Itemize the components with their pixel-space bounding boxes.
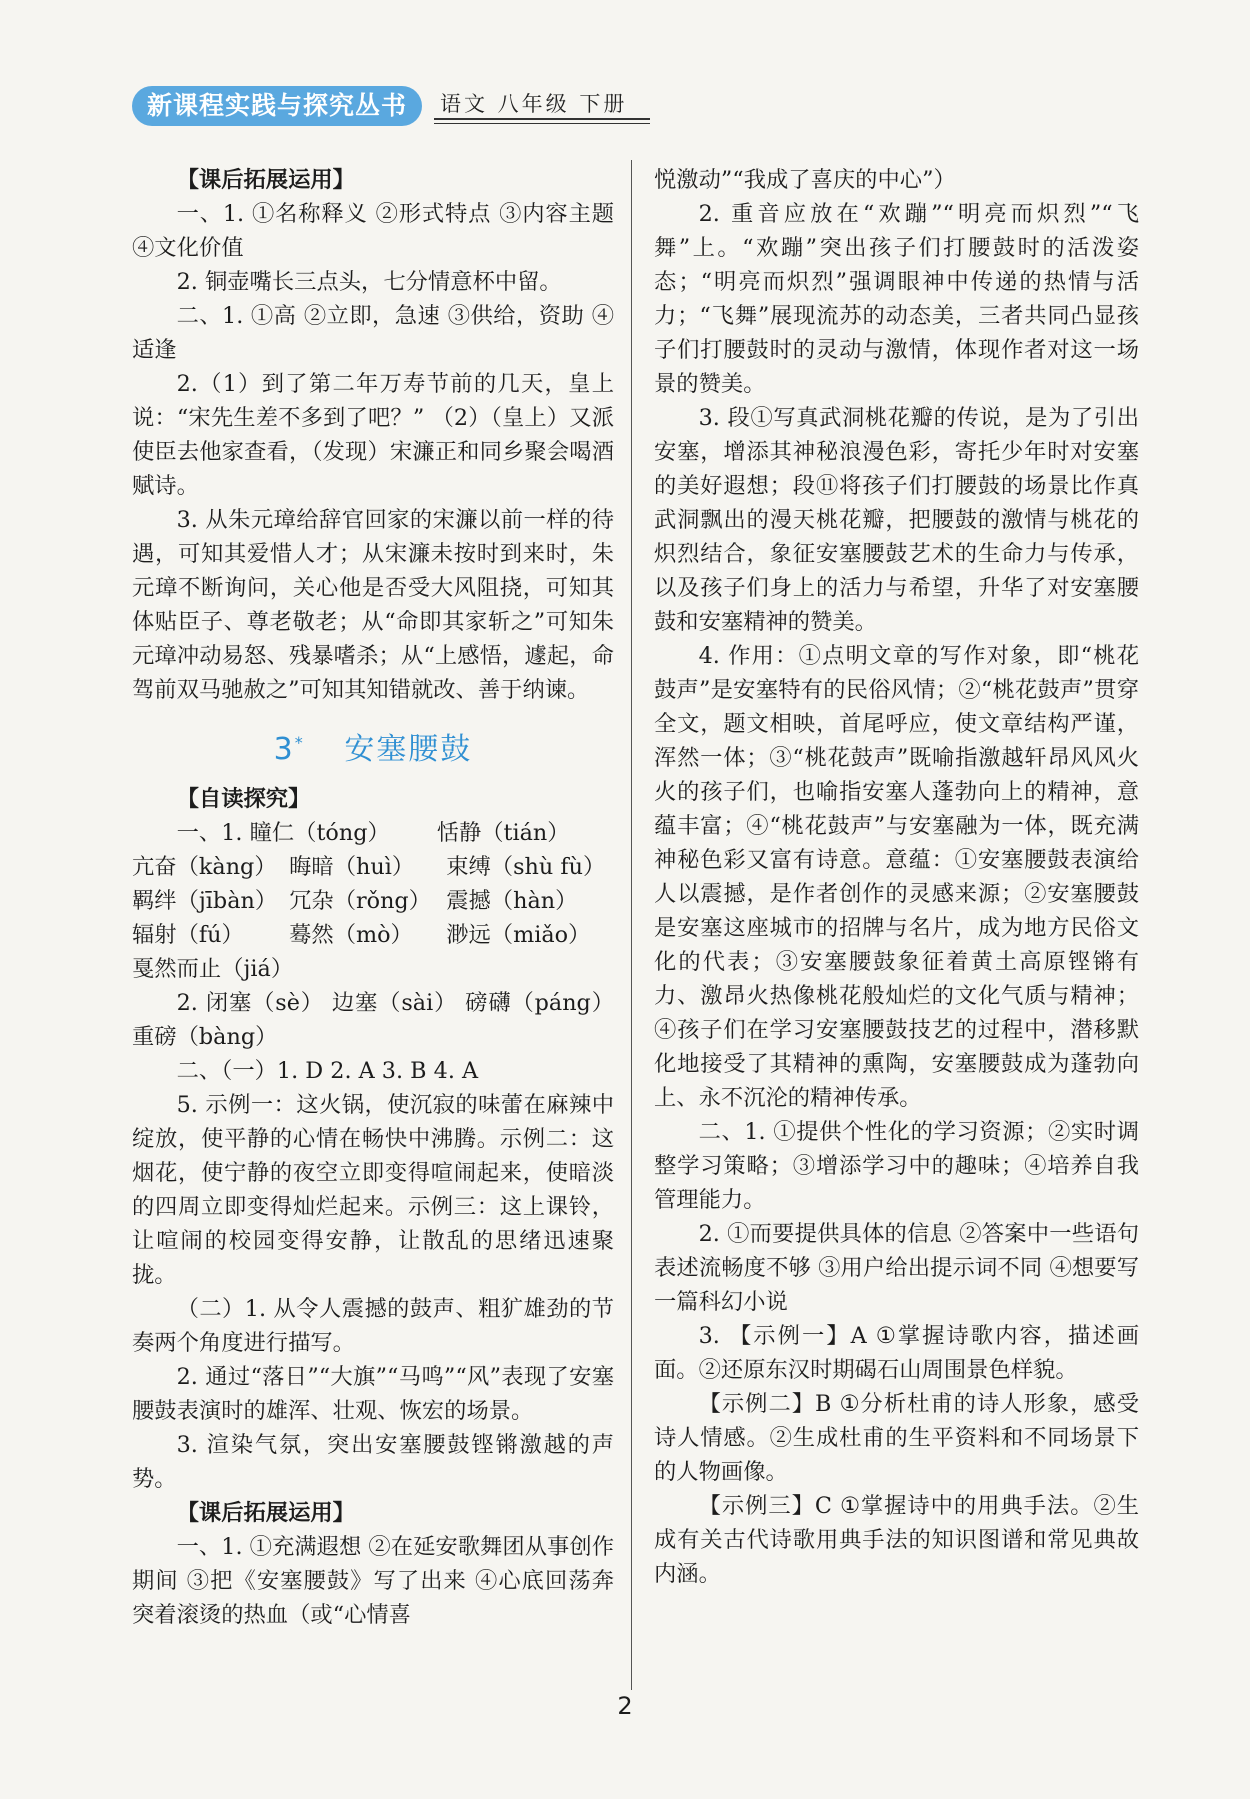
vocab-item: 蓦然（mò） bbox=[289, 922, 413, 948]
section-heading: 【课后拓展运用】 bbox=[176, 167, 355, 193]
column-divider bbox=[631, 160, 632, 1690]
header-rule bbox=[434, 118, 650, 120]
vocab-lead: 一、1. bbox=[176, 820, 243, 846]
vocab-row bbox=[132, 850, 614, 884]
answer-paragraph: 2. ①而要提供具体的信息 ②答案中一些语句表述流畅度不够 ③用户给出提示词不同 ④想要写一篇科幻小说 bbox=[654, 1221, 1139, 1315]
vocab-row bbox=[132, 952, 614, 986]
vocab-row bbox=[132, 918, 614, 952]
vocab-item: 羁绊（jībàn） bbox=[132, 888, 278, 914]
answer-paragraph: 一、1. ①充满遐想 ②在延安歌舞团从事创作期间 ③把《安塞腰鼓》写了出来 ④心底回荡奔突着滚烫的热血（或“心情喜 bbox=[132, 1534, 614, 1628]
vocab-item: 震撼（hàn） bbox=[446, 888, 578, 914]
answer-paragraph: 3. 【示例一】A ①掌握诗歌内容，描述画面。②还原东汉时期碣石山周围景色样貌。 bbox=[654, 1323, 1139, 1383]
vocab-item: 恬静（tián） bbox=[436, 820, 570, 846]
answer-paragraph: 3. 渲染气氛，突出安塞腰鼓铿锵激越的声势。 bbox=[132, 1432, 614, 1492]
answer-paragraph: 二、（一）1. D 2. A 3. B 4. A bbox=[176, 1058, 479, 1084]
answer-paragraph: 悦激动”“我成了喜庆的中心”） bbox=[654, 167, 956, 193]
vocab-item: 亢奋（kàng） bbox=[132, 854, 277, 880]
answer-paragraph: 一、1. ①名称释义 ②形式特点 ③内容主题 ④文化价值 bbox=[132, 201, 614, 261]
vocab-item: 束缚（shù fù） bbox=[446, 854, 606, 880]
lesson-title bbox=[132, 721, 614, 772]
vocab-item: 冗杂（rǒng） bbox=[289, 888, 431, 914]
vocab-item: 瞳仁（tóng） bbox=[249, 820, 390, 846]
header-rule-thin bbox=[434, 123, 650, 124]
page-number: 2 bbox=[617, 1692, 633, 1720]
series-title-banner: 新课程实践与探究丛书 bbox=[132, 86, 422, 126]
answer-paragraph: 3. 从朱元璋给辞官回家的宋濂以前一样的待遇，可知其爱惜人才；从宋濂未按时到来时，朱元璋不断询问，关心他是否受大风阻挠，可知其体贴臣子、尊老敬老；从“命即其家斩之”可知朱元璋冲动易怒、残暴嗜杀；从“上感悟，遽起，命驾前双马驰赦之”可知其知错就改、善于纳谏。 bbox=[132, 507, 614, 703]
answer-paragraph: 5. 示例一：这火锅，使沉寂的味蕾在麻辣中绽放，使平静的心情在畅快中沸腾。示例二：这烟花，使宁静的夜空立即变得喧闹起来，使暗淡的四周立即变得灿烂起来。示例三：这上课铃，让喧闹的校园变得安静，让散乱的思绪迅速聚拢。 bbox=[132, 1092, 614, 1288]
vocab-row bbox=[132, 816, 614, 850]
answer-paragraph: 【示例三】C ①掌握诗中的用典手法。②生成有关古代诗歌用典手法的知识图谱和常见典故内涵。 bbox=[654, 1493, 1139, 1587]
answer-paragraph: 2.（1）到了第二年万寿节前的几天，皇上说：“宋先生差不多到了吧？” （2）（皇上）又派使臣去他家查看，（发现）宋濂正和同乡聚会喝酒赋诗。 bbox=[132, 371, 614, 499]
right-column bbox=[654, 163, 1139, 1591]
answer-paragraph: 2. 铜壶嘴长三点头，七分情意杯中留。 bbox=[176, 269, 562, 295]
vocab-item: 渺远（miǎo） bbox=[446, 922, 591, 948]
answer-paragraph: 2. 闭塞（sè） 边塞（sài） 磅礴（páng） 重磅（bàng） bbox=[132, 990, 614, 1050]
lesson-mark: * bbox=[294, 733, 305, 752]
vocab-item: 戛然而止（jiá） bbox=[132, 956, 294, 982]
answer-paragraph: 二、1. ①提供个性化的学习资源；②实时调整学习策略；③增添学习中的趣味；④培养自我管理能力。 bbox=[654, 1119, 1139, 1213]
answer-paragraph: 2. 通过“落日”“大旗”“马鸣”“风”表现了安塞腰鼓表演时的雄浑、壮观、恢宏的场景。 bbox=[132, 1364, 614, 1424]
answer-paragraph: 3. 段①写真武洞桃花瓣的传说，是为了引出安塞，增添其神秘浪漫色彩，寄托少年时对安塞的美好遐想；段⑪将孩子们打腰鼓的场景比作真武洞飘出的漫天桃花瓣，把腰鼓的激情与桃花的炽烈结合，象征安塞腰鼓艺术的生命力与传承，以及孩子们身上的活力与希望，升华了对安塞腰鼓和安塞精神的赞美。 bbox=[654, 405, 1139, 635]
vocab-item: 晦暗（huì） bbox=[289, 854, 415, 880]
answer-paragraph: 2. 重音应放在“欢蹦”“明亮而炽烈”“飞舞”上。“欢蹦”突出孩子们打腰鼓时的活泼姿态；“明亮而炽烈”强调眼神中传递的热情与活力；“飞舞”展现流苏的动态美，三者共同凸显孩子们打腰鼓时的灵动与激情，体现作者对这一场景的赞美。 bbox=[654, 201, 1139, 397]
section-heading: 【课后拓展运用】 bbox=[176, 1500, 355, 1526]
answer-paragraph: 二、1. ①高 ②立即，急速 ③供给，资助 ④适逢 bbox=[132, 303, 614, 363]
section-heading: 【自读探究】 bbox=[176, 786, 311, 812]
answer-paragraph: 【示例二】B ①分析杜甫的诗人形象，感受诗人情感。②生成杜甫的生平资料和不同场景下的人物画像。 bbox=[654, 1391, 1139, 1485]
vocab-item: 辐射（fú） bbox=[132, 922, 244, 948]
left-column bbox=[132, 163, 614, 1632]
vocab-row bbox=[132, 884, 614, 918]
subject-grade-label: 语文 八年级 下册 bbox=[440, 92, 628, 116]
answer-paragraph: （二）1. 从令人震撼的鼓声、粗犷雄劲的节奏两个角度进行描写。 bbox=[132, 1296, 614, 1356]
lesson-number: 3 bbox=[273, 732, 295, 767]
lesson-name: 安塞腰鼓 bbox=[344, 732, 473, 767]
answer-paragraph: 4. 作用：①点明文章的写作对象，即“桃花鼓声”是安塞特有的民俗风情；②“桃花鼓声”贯穿全文，题文相映，首尾呼应，使文章结构严谨，浑然一体；③“桃花鼓声”既喻指激越轩昂风风火火的孩子们，也喻指安塞人蓬勃向上的精神，意蕴丰富；④“桃花鼓声”与安塞融为一体，既充满神秘色彩又富有诗意。意蕴：①安塞腰鼓表演给人以震撼，是作者创作的灵感来源；②安塞腰鼓是安塞这座城市的招牌与名片，成为地方民俗文化的代表；③安塞腰鼓象征着黄土高原铿锵有力、激昂火热像桃花般灿烂的文化气质与精神；④孩子们在学习安塞腰鼓技艺的过程中，潜移默化地接受了其精神的熏陶，安塞腰鼓成为蓬勃向上、永不沉沦的精神传承。 bbox=[654, 643, 1139, 1111]
